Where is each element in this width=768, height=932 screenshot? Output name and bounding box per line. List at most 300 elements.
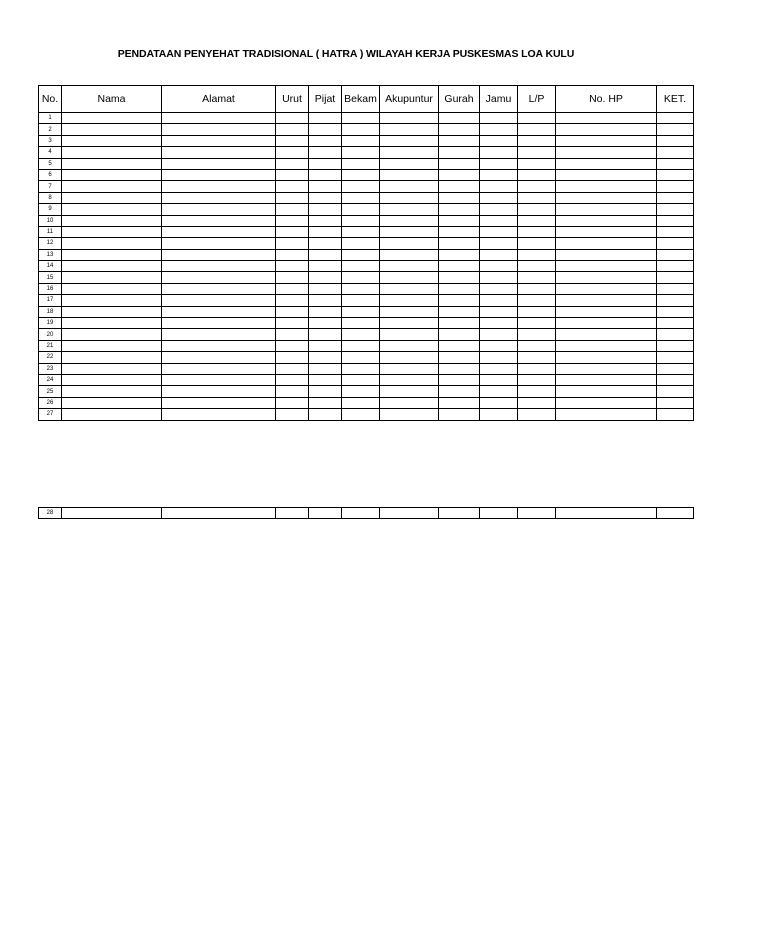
- table-cell[interactable]: [518, 169, 556, 180]
- table-cell[interactable]: [657, 508, 694, 519]
- table-cell[interactable]: [556, 124, 657, 135]
- table-cell[interactable]: [276, 261, 309, 272]
- table-cell[interactable]: [556, 192, 657, 203]
- table-cell[interactable]: [162, 295, 276, 306]
- table-cell[interactable]: [162, 226, 276, 237]
- table-cell[interactable]: [518, 113, 556, 124]
- table-cell[interactable]: [439, 249, 480, 260]
- table-cell[interactable]: [480, 397, 518, 408]
- table-cell[interactable]: [342, 272, 380, 283]
- table-cell[interactable]: [62, 386, 162, 397]
- table-cell[interactable]: [342, 508, 380, 519]
- table-cell[interactable]: [380, 261, 439, 272]
- table-cell[interactable]: [380, 169, 439, 180]
- table-cell[interactable]: [342, 113, 380, 124]
- table-cell[interactable]: [657, 409, 694, 420]
- table-cell[interactable]: [276, 124, 309, 135]
- table-cell[interactable]: [276, 352, 309, 363]
- table-cell[interactable]: [480, 238, 518, 249]
- table-cell[interactable]: [380, 226, 439, 237]
- table-cell[interactable]: [657, 135, 694, 146]
- table-cell[interactable]: [342, 147, 380, 158]
- table-cell[interactable]: [657, 374, 694, 385]
- table-cell[interactable]: [518, 192, 556, 203]
- table-cell[interactable]: [162, 318, 276, 329]
- table-cell[interactable]: [439, 283, 480, 294]
- table-cell[interactable]: [276, 135, 309, 146]
- table-cell[interactable]: [518, 238, 556, 249]
- table-cell[interactable]: [480, 295, 518, 306]
- table-cell[interactable]: [62, 192, 162, 203]
- table-cell[interactable]: [556, 386, 657, 397]
- table-cell[interactable]: [309, 124, 342, 135]
- table-cell[interactable]: [657, 340, 694, 351]
- table-cell[interactable]: [380, 409, 439, 420]
- table-cell[interactable]: [480, 135, 518, 146]
- table-cell[interactable]: [480, 249, 518, 260]
- table-cell[interactable]: [309, 226, 342, 237]
- table-cell[interactable]: [276, 181, 309, 192]
- table-cell[interactable]: [480, 113, 518, 124]
- table-cell[interactable]: [657, 158, 694, 169]
- table-cell[interactable]: [162, 409, 276, 420]
- table-cell[interactable]: [342, 249, 380, 260]
- table-cell[interactable]: [439, 181, 480, 192]
- table-cell[interactable]: [276, 386, 309, 397]
- table-cell[interactable]: [380, 363, 439, 374]
- table-cell[interactable]: [276, 192, 309, 203]
- table-cell[interactable]: [556, 318, 657, 329]
- table-cell[interactable]: [342, 363, 380, 374]
- table-cell[interactable]: [439, 272, 480, 283]
- table-cell[interactable]: [342, 169, 380, 180]
- table-cell[interactable]: [276, 397, 309, 408]
- table-cell[interactable]: [480, 204, 518, 215]
- table-cell[interactable]: [380, 135, 439, 146]
- table-cell[interactable]: [556, 215, 657, 226]
- table-cell[interactable]: [342, 261, 380, 272]
- table-cell[interactable]: [556, 340, 657, 351]
- table-cell[interactable]: [62, 295, 162, 306]
- table-cell[interactable]: [480, 508, 518, 519]
- table-cell[interactable]: [518, 329, 556, 340]
- table-cell[interactable]: [657, 363, 694, 374]
- table-cell[interactable]: [342, 352, 380, 363]
- table-cell[interactable]: [342, 226, 380, 237]
- table-cell[interactable]: [162, 329, 276, 340]
- table-cell[interactable]: [309, 147, 342, 158]
- table-cell[interactable]: [380, 329, 439, 340]
- table-cell[interactable]: [309, 409, 342, 420]
- table-cell[interactable]: [518, 215, 556, 226]
- table-cell[interactable]: [439, 238, 480, 249]
- table-cell[interactable]: [380, 204, 439, 215]
- table-cell[interactable]: [162, 135, 276, 146]
- table-cell[interactable]: [62, 374, 162, 385]
- table-cell[interactable]: [556, 363, 657, 374]
- table-cell[interactable]: [518, 147, 556, 158]
- table-cell[interactable]: [480, 215, 518, 226]
- table-cell[interactable]: [518, 135, 556, 146]
- table-cell[interactable]: [518, 226, 556, 237]
- table-cell[interactable]: [342, 283, 380, 294]
- table-cell[interactable]: [162, 215, 276, 226]
- table-cell[interactable]: [380, 306, 439, 317]
- table-cell[interactable]: [657, 249, 694, 260]
- table-cell[interactable]: [162, 124, 276, 135]
- table-cell[interactable]: [556, 374, 657, 385]
- table-cell[interactable]: [518, 397, 556, 408]
- table-cell[interactable]: [657, 386, 694, 397]
- table-cell[interactable]: [439, 329, 480, 340]
- table-cell[interactable]: [342, 374, 380, 385]
- table-cell[interactable]: [518, 272, 556, 283]
- table-cell[interactable]: [342, 192, 380, 203]
- table-cell[interactable]: [309, 215, 342, 226]
- table-cell[interactable]: [518, 386, 556, 397]
- table-cell[interactable]: [556, 272, 657, 283]
- table-cell[interactable]: [309, 397, 342, 408]
- table-cell[interactable]: [276, 340, 309, 351]
- table-cell[interactable]: [556, 147, 657, 158]
- table-cell[interactable]: [380, 508, 439, 519]
- table-cell[interactable]: [162, 204, 276, 215]
- table-cell[interactable]: [342, 386, 380, 397]
- table-cell[interactable]: [439, 318, 480, 329]
- table-cell[interactable]: [309, 386, 342, 397]
- table-cell[interactable]: [439, 352, 480, 363]
- table-cell[interactable]: [480, 283, 518, 294]
- table-cell[interactable]: [162, 181, 276, 192]
- table-cell[interactable]: [380, 215, 439, 226]
- table-cell[interactable]: [162, 306, 276, 317]
- table-cell[interactable]: [309, 135, 342, 146]
- table-cell[interactable]: [439, 508, 480, 519]
- table-cell[interactable]: [162, 169, 276, 180]
- table-cell[interactable]: [342, 306, 380, 317]
- table-cell[interactable]: [342, 295, 380, 306]
- table-cell[interactable]: [439, 158, 480, 169]
- table-cell[interactable]: [556, 135, 657, 146]
- table-cell[interactable]: [380, 192, 439, 203]
- table-cell[interactable]: [518, 249, 556, 260]
- table-cell[interactable]: [439, 397, 480, 408]
- table-cell[interactable]: [309, 352, 342, 363]
- table-cell[interactable]: [380, 295, 439, 306]
- table-cell[interactable]: [439, 409, 480, 420]
- table-cell[interactable]: [380, 249, 439, 260]
- table-cell[interactable]: [556, 238, 657, 249]
- table-cell[interactable]: [518, 409, 556, 420]
- table-cell[interactable]: [480, 147, 518, 158]
- table-cell[interactable]: [309, 113, 342, 124]
- table-cell[interactable]: [309, 508, 342, 519]
- table-cell[interactable]: [62, 169, 162, 180]
- table-cell[interactable]: [657, 352, 694, 363]
- table-cell[interactable]: [62, 329, 162, 340]
- table-cell[interactable]: [439, 295, 480, 306]
- table-cell[interactable]: [162, 386, 276, 397]
- table-cell[interactable]: [162, 352, 276, 363]
- table-cell[interactable]: [342, 135, 380, 146]
- table-cell[interactable]: [62, 181, 162, 192]
- table-cell[interactable]: [62, 306, 162, 317]
- table-cell[interactable]: [556, 226, 657, 237]
- table-cell[interactable]: [62, 283, 162, 294]
- table-cell[interactable]: [276, 204, 309, 215]
- table-cell[interactable]: [657, 261, 694, 272]
- table-cell[interactable]: [657, 272, 694, 283]
- table-cell[interactable]: [657, 181, 694, 192]
- table-cell[interactable]: [439, 215, 480, 226]
- table-cell[interactable]: [62, 135, 162, 146]
- table-cell[interactable]: [309, 306, 342, 317]
- table-cell[interactable]: [380, 374, 439, 385]
- table-cell[interactable]: [276, 409, 309, 420]
- table-cell[interactable]: [439, 147, 480, 158]
- table-cell[interactable]: [62, 226, 162, 237]
- table-cell[interactable]: [342, 397, 380, 408]
- table-cell[interactable]: [657, 283, 694, 294]
- table-cell[interactable]: [309, 249, 342, 260]
- table-cell[interactable]: [162, 113, 276, 124]
- table-cell[interactable]: [480, 352, 518, 363]
- table-cell[interactable]: [556, 508, 657, 519]
- table-cell[interactable]: [480, 181, 518, 192]
- table-cell[interactable]: [342, 215, 380, 226]
- table-cell[interactable]: [342, 238, 380, 249]
- table-cell[interactable]: [480, 158, 518, 169]
- table-cell[interactable]: [480, 386, 518, 397]
- table-cell[interactable]: [276, 249, 309, 260]
- table-cell[interactable]: [342, 318, 380, 329]
- table-cell[interactable]: [309, 238, 342, 249]
- table-cell[interactable]: [439, 124, 480, 135]
- table-cell[interactable]: [309, 295, 342, 306]
- table-cell[interactable]: [62, 409, 162, 420]
- table-cell[interactable]: [342, 204, 380, 215]
- table-cell[interactable]: [309, 283, 342, 294]
- table-cell[interactable]: [439, 363, 480, 374]
- table-cell[interactable]: [480, 318, 518, 329]
- table-cell[interactable]: [309, 181, 342, 192]
- table-cell[interactable]: [657, 113, 694, 124]
- table-cell[interactable]: [657, 318, 694, 329]
- table-cell[interactable]: [657, 306, 694, 317]
- table-cell[interactable]: [276, 295, 309, 306]
- table-cell[interactable]: [380, 272, 439, 283]
- table-cell[interactable]: [439, 135, 480, 146]
- table-cell[interactable]: [380, 397, 439, 408]
- table-cell[interactable]: [556, 295, 657, 306]
- table-cell[interactable]: [309, 363, 342, 374]
- table-cell[interactable]: [518, 295, 556, 306]
- table-cell[interactable]: [62, 340, 162, 351]
- table-cell[interactable]: [276, 113, 309, 124]
- table-cell[interactable]: [162, 249, 276, 260]
- table-cell[interactable]: [380, 113, 439, 124]
- table-cell[interactable]: [276, 283, 309, 294]
- table-cell[interactable]: [480, 226, 518, 237]
- table-cell[interactable]: [62, 272, 162, 283]
- table-cell[interactable]: [276, 215, 309, 226]
- table-cell[interactable]: [309, 169, 342, 180]
- table-cell[interactable]: [276, 158, 309, 169]
- table-cell[interactable]: [276, 318, 309, 329]
- table-cell[interactable]: [480, 261, 518, 272]
- table-cell[interactable]: [162, 158, 276, 169]
- table-cell[interactable]: [556, 249, 657, 260]
- table-cell[interactable]: [309, 272, 342, 283]
- table-cell[interactable]: [556, 169, 657, 180]
- table-cell[interactable]: [518, 352, 556, 363]
- table-cell[interactable]: [439, 340, 480, 351]
- table-cell[interactable]: [518, 340, 556, 351]
- table-cell[interactable]: [480, 306, 518, 317]
- table-cell[interactable]: [62, 508, 162, 519]
- table-cell[interactable]: [276, 363, 309, 374]
- table-cell[interactable]: [657, 295, 694, 306]
- table-cell[interactable]: [480, 272, 518, 283]
- table-cell[interactable]: [439, 261, 480, 272]
- table-cell[interactable]: [380, 283, 439, 294]
- table-cell[interactable]: [276, 374, 309, 385]
- table-cell[interactable]: [276, 238, 309, 249]
- table-cell[interactable]: [62, 113, 162, 124]
- table-cell[interactable]: [556, 409, 657, 420]
- table-cell[interactable]: [276, 272, 309, 283]
- table-cell[interactable]: [480, 363, 518, 374]
- table-cell[interactable]: [342, 409, 380, 420]
- table-cell[interactable]: [518, 204, 556, 215]
- table-cell[interactable]: [309, 374, 342, 385]
- table-cell[interactable]: [657, 226, 694, 237]
- table-cell[interactable]: [556, 283, 657, 294]
- table-cell[interactable]: [62, 318, 162, 329]
- table-cell[interactable]: [62, 215, 162, 226]
- table-cell[interactable]: [62, 124, 162, 135]
- table-cell[interactable]: [439, 113, 480, 124]
- table-cell[interactable]: [657, 215, 694, 226]
- table-cell[interactable]: [162, 397, 276, 408]
- table-cell[interactable]: [342, 181, 380, 192]
- table-cell[interactable]: [380, 386, 439, 397]
- table-cell[interactable]: [556, 113, 657, 124]
- table-cell[interactable]: [657, 238, 694, 249]
- table-cell[interactable]: [162, 147, 276, 158]
- table-cell[interactable]: [556, 261, 657, 272]
- table-cell[interactable]: [162, 508, 276, 519]
- table-cell[interactable]: [342, 329, 380, 340]
- table-cell[interactable]: [309, 204, 342, 215]
- table-cell[interactable]: [480, 374, 518, 385]
- table-cell[interactable]: [276, 226, 309, 237]
- table-cell[interactable]: [276, 508, 309, 519]
- table-cell[interactable]: [276, 306, 309, 317]
- table-cell[interactable]: [657, 169, 694, 180]
- table-cell[interactable]: [62, 147, 162, 158]
- table-cell[interactable]: [480, 409, 518, 420]
- table-cell[interactable]: [439, 169, 480, 180]
- table-cell[interactable]: [309, 318, 342, 329]
- table-cell[interactable]: [62, 363, 162, 374]
- table-cell[interactable]: [518, 283, 556, 294]
- table-cell[interactable]: [439, 226, 480, 237]
- table-cell[interactable]: [380, 352, 439, 363]
- table-cell[interactable]: [439, 306, 480, 317]
- table-cell[interactable]: [342, 158, 380, 169]
- table-cell[interactable]: [518, 181, 556, 192]
- table-cell[interactable]: [309, 329, 342, 340]
- table-cell[interactable]: [556, 397, 657, 408]
- table-cell[interactable]: [380, 124, 439, 135]
- table-cell[interactable]: [162, 272, 276, 283]
- table-cell[interactable]: [309, 158, 342, 169]
- table-cell[interactable]: [518, 306, 556, 317]
- table-cell[interactable]: [657, 124, 694, 135]
- table-cell[interactable]: [380, 147, 439, 158]
- table-cell[interactable]: [309, 192, 342, 203]
- table-cell[interactable]: [518, 374, 556, 385]
- table-cell[interactable]: [162, 261, 276, 272]
- table-cell[interactable]: [342, 340, 380, 351]
- table-cell[interactable]: [62, 204, 162, 215]
- table-cell[interactable]: [276, 329, 309, 340]
- table-cell[interactable]: [518, 363, 556, 374]
- table-cell[interactable]: [556, 158, 657, 169]
- table-cell[interactable]: [657, 397, 694, 408]
- table-cell[interactable]: [62, 352, 162, 363]
- table-cell[interactable]: [657, 192, 694, 203]
- table-cell[interactable]: [480, 192, 518, 203]
- table-cell[interactable]: [480, 340, 518, 351]
- table-cell[interactable]: [480, 124, 518, 135]
- table-cell[interactable]: [62, 238, 162, 249]
- table-cell[interactable]: [380, 238, 439, 249]
- table-cell[interactable]: [380, 158, 439, 169]
- table-cell[interactable]: [518, 158, 556, 169]
- table-cell[interactable]: [162, 283, 276, 294]
- table-cell[interactable]: [62, 249, 162, 260]
- table-cell[interactable]: [309, 340, 342, 351]
- table-cell[interactable]: [657, 147, 694, 158]
- table-cell[interactable]: [380, 318, 439, 329]
- table-cell[interactable]: [276, 147, 309, 158]
- table-cell[interactable]: [162, 238, 276, 249]
- table-cell[interactable]: [276, 169, 309, 180]
- table-cell[interactable]: [439, 374, 480, 385]
- table-cell[interactable]: [62, 261, 162, 272]
- table-cell[interactable]: [162, 363, 276, 374]
- table-cell[interactable]: [480, 169, 518, 180]
- table-cell[interactable]: [556, 329, 657, 340]
- table-cell[interactable]: [556, 181, 657, 192]
- table-cell[interactable]: [380, 181, 439, 192]
- table-cell[interactable]: [439, 192, 480, 203]
- table-cell[interactable]: [439, 204, 480, 215]
- table-cell[interactable]: [556, 306, 657, 317]
- table-cell[interactable]: [62, 397, 162, 408]
- table-cell[interactable]: [657, 204, 694, 215]
- table-cell[interactable]: [518, 508, 556, 519]
- table-cell[interactable]: [480, 329, 518, 340]
- table-cell[interactable]: [162, 192, 276, 203]
- table-cell[interactable]: [309, 261, 342, 272]
- table-cell[interactable]: [556, 204, 657, 215]
- table-cell[interactable]: [657, 329, 694, 340]
- table-cell[interactable]: [518, 124, 556, 135]
- table-cell[interactable]: [62, 158, 162, 169]
